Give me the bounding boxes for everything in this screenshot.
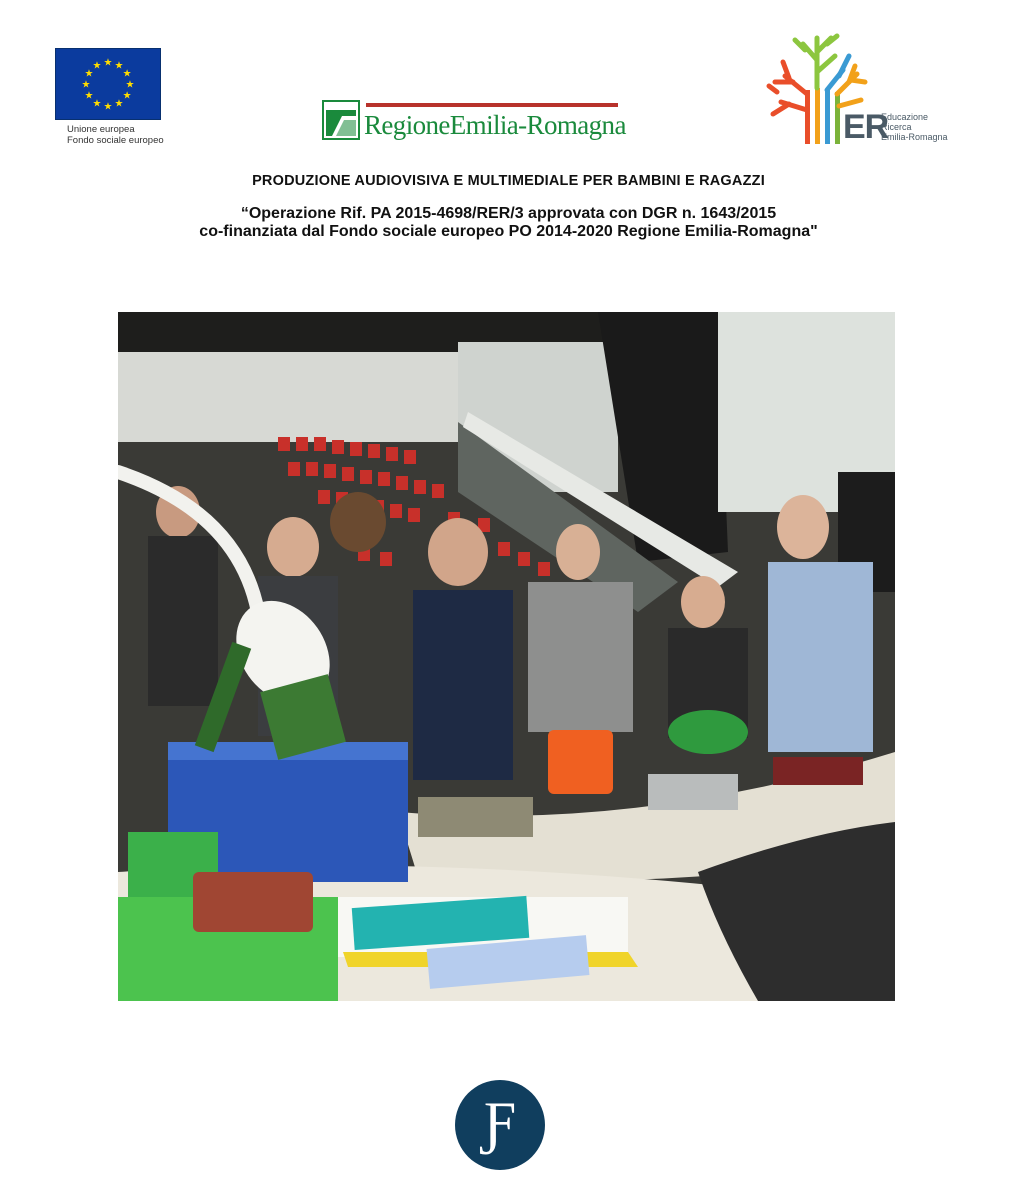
eu-caption-line1: Unione europea xyxy=(67,124,135,135)
subtitle-line1: “Operazione Rif. PA 2015-4698/RER/3 approvata con DGR n. 1643/2015 xyxy=(240,205,777,222)
er-logo-letters: ER xyxy=(843,108,889,146)
bottom-circle-logo xyxy=(455,1080,545,1170)
eu-logo xyxy=(55,48,165,146)
eu-star-icon: ★ xyxy=(122,68,132,80)
eu-star-icon: ★ xyxy=(84,90,94,102)
eu-star-icon: ★ xyxy=(122,90,132,102)
document-title: PRODUZIONE AUDIOVISIVA E MULTIMEDIALE PER BAMBINI E RAGAZZI xyxy=(252,173,765,189)
eu-star-icon: ★ xyxy=(81,79,91,91)
er-educazione-ricerca-logo xyxy=(765,30,955,150)
eu-star-icon: ★ xyxy=(103,101,113,113)
eu-star-icon: ★ xyxy=(114,60,124,72)
workshop-photo xyxy=(118,312,895,1001)
eu-star-icon: ★ xyxy=(103,57,113,69)
eu-star-icon: ★ xyxy=(92,60,102,72)
eu-star-icon: ★ xyxy=(114,98,124,110)
document-subtitle xyxy=(0,205,1017,241)
eu-star-icon: ★ xyxy=(125,79,135,91)
eu-flag-icon xyxy=(55,48,161,120)
eu-star-icon: ★ xyxy=(84,68,94,80)
er-text-line3: Emilia-Romagna xyxy=(881,132,948,142)
eu-star-icon: ★ xyxy=(92,98,102,110)
bottom-logo-letter: Ƒ xyxy=(483,1090,517,1155)
er-text-line1: Educazione xyxy=(881,112,929,122)
regione-emilia-romagna-logo xyxy=(322,100,626,148)
regione-logo-bar xyxy=(366,103,618,107)
er-logo-text xyxy=(881,112,948,142)
subtitle-line2: co-finanziata dal Fondo sociale europeo PO 2014-2020 Regione Emilia-Romagna" xyxy=(199,223,818,240)
workshop-photo-illustration xyxy=(118,312,895,1001)
regione-emblem-icon xyxy=(322,100,360,140)
er-text-line2: Ricerca xyxy=(881,122,912,132)
eu-caption-line2: Fondo sociale europeo xyxy=(67,135,164,146)
eu-caption xyxy=(67,124,165,146)
regione-logo-text: RegioneEmilia-Romagna xyxy=(364,110,626,140)
